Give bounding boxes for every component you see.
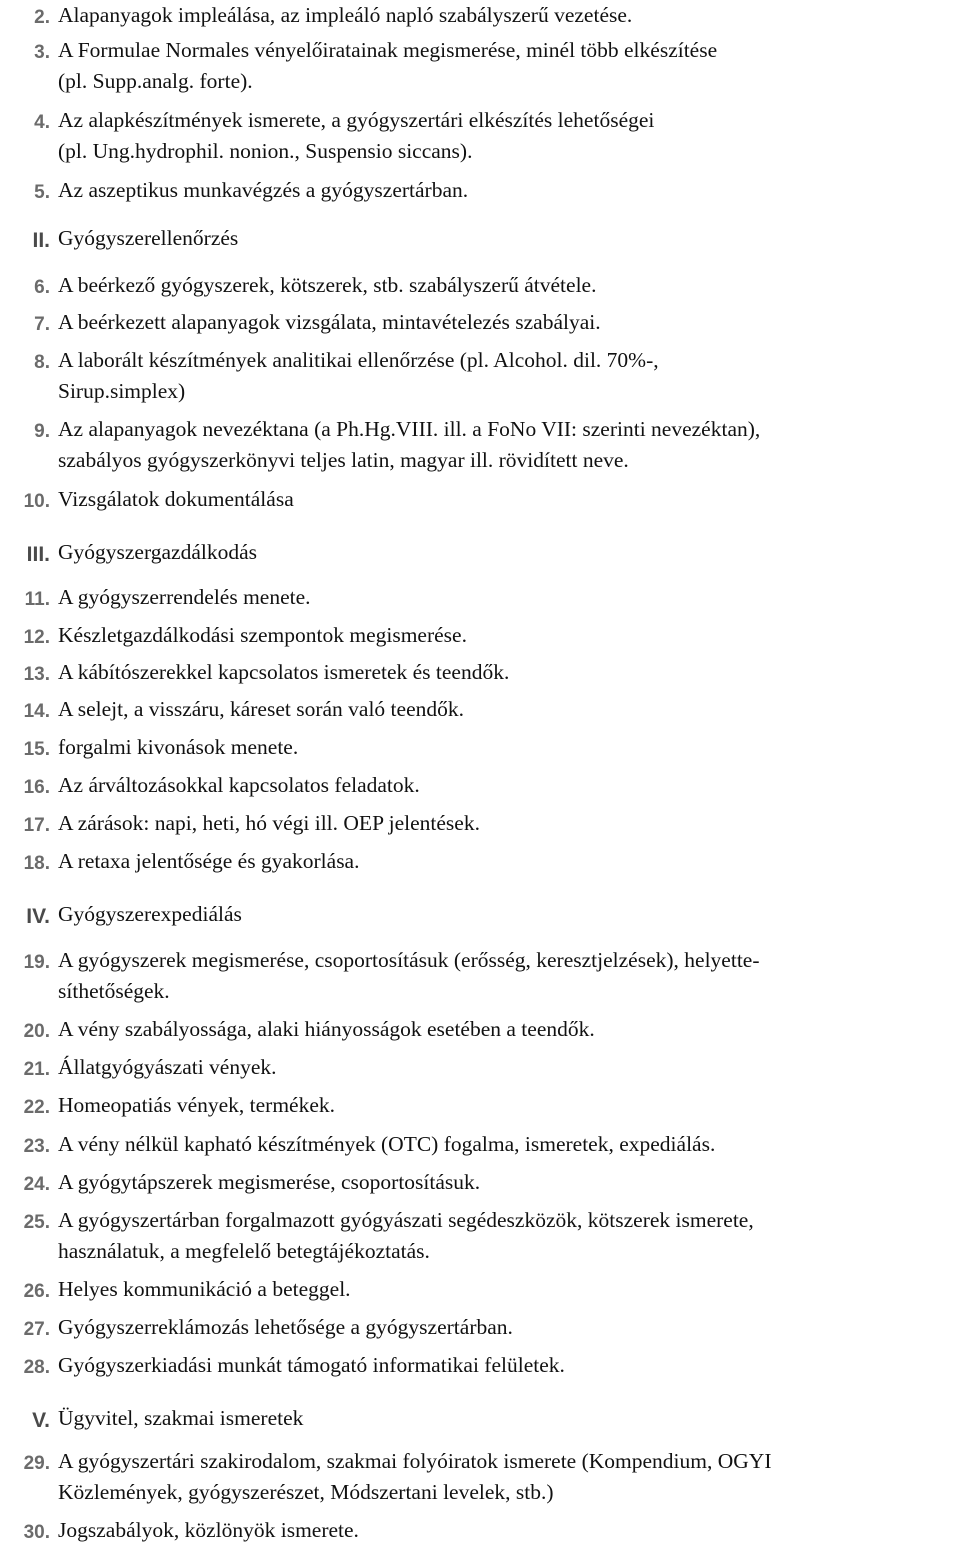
item-number: 19. <box>23 952 50 973</box>
list-item <box>0 175 960 208</box>
section-number: V. <box>32 1409 50 1432</box>
item-number: 22. <box>23 1097 50 1118</box>
item-number: 13. <box>23 664 50 685</box>
section-title <box>58 899 956 930</box>
item-number: 6. <box>34 277 50 298</box>
text-line: A gyógyszertárban forgalmazott gyógyászati segédeszközök, kötszerek ismerete, <box>58 1208 754 1232</box>
text-line: Az alapkészítmények ismerete, a gyógyszertári elkészítés lehetőségei <box>58 108 655 132</box>
text-line: A laborált készítmények analitikai ellenőrzése (pl. Alcohol. dil. 70%-, <box>58 348 659 372</box>
text-line: A retaxa jelentősége és gyakorlása. <box>58 849 360 873</box>
text-line: Az aszeptikus munkavégzés a gyógyszertárban. <box>58 178 469 202</box>
text-line: Közlemények, gyógyszerészet, Módszertani levelek, stb.) <box>58 1480 554 1504</box>
item-text <box>58 414 956 476</box>
section-heading <box>0 1403 960 1436</box>
list-item <box>0 1515 960 1548</box>
text-line: síthetőségek. <box>58 979 170 1003</box>
item-number: 3. <box>34 42 50 63</box>
item-number: 25. <box>23 1212 50 1233</box>
list-item <box>0 770 960 803</box>
item-number: 8. <box>34 352 50 373</box>
text-line: A Formulae Normales vényelőiratainak megismerése, minél több elkészítése <box>58 38 718 62</box>
item-text <box>58 770 956 801</box>
item-text <box>58 846 956 877</box>
section-title <box>58 223 956 254</box>
item-text <box>58 1312 956 1343</box>
text-line: A kábítószerekkel kapcsolatos ismeretek és teendők. <box>58 660 510 684</box>
item-text <box>58 1350 956 1381</box>
item-text <box>58 582 956 613</box>
section-number: IV. <box>26 905 50 928</box>
text-line: Készletgazdálkodási szempontok megismerése. <box>58 623 467 647</box>
list-item <box>0 732 960 765</box>
text-line: Az árváltozásokkal kapcsolatos feladatok. <box>58 773 420 797</box>
list-item <box>0 1052 960 1085</box>
text-line: Alapanyagok impleálása, az impleáló napló szabályszerű vezetése. <box>58 3 633 27</box>
text-line: Gyógyszergazdálkodás <box>58 540 258 564</box>
item-number: 10. <box>23 491 50 512</box>
item-text <box>58 732 956 763</box>
item-number: 12. <box>23 627 50 648</box>
text-line: Vizsgálatok dokumentálása <box>58 487 294 511</box>
item-number: 2. <box>34 7 50 28</box>
list-item <box>0 1205 960 1267</box>
list-item <box>0 1090 960 1123</box>
item-number: 29. <box>23 1453 50 1474</box>
text-line: A vény szabályossága, alaki hiányosságok esetében a teendők. <box>58 1017 595 1041</box>
list-item <box>0 1014 960 1047</box>
item-text <box>58 808 956 839</box>
text-line: A beérkező gyógyszerek, kötszerek, stb. szabályszerű átvétele. <box>58 273 597 297</box>
text-line: A vény nélkül kapható készítmények (OTC) fogalma, ismeretek, expediálás. <box>58 1132 716 1156</box>
list-item <box>0 345 960 407</box>
item-text <box>58 345 956 407</box>
item-text <box>58 1090 956 1121</box>
item-text <box>58 945 956 1007</box>
item-number: 30. <box>23 1522 50 1543</box>
item-text <box>58 105 956 167</box>
item-text <box>58 620 956 651</box>
text-line: Gyógyszerreklámozás lehetősége a gyógyszertárban. <box>58 1315 513 1339</box>
item-text <box>58 1205 956 1267</box>
item-text <box>58 484 956 515</box>
list-item <box>0 1167 960 1200</box>
list-item <box>0 270 960 303</box>
item-text <box>58 1167 956 1198</box>
item-number: 9. <box>34 421 50 442</box>
item-number: 17. <box>23 815 50 836</box>
item-text <box>58 175 956 206</box>
text-line: Helyes kommunikáció a beteggel. <box>58 1277 351 1301</box>
text-line: Jogszabályok, közlönyök ismerete. <box>58 1518 359 1542</box>
item-text <box>58 1129 956 1160</box>
text-line: A gyógytápszerek megismerése, csoportosításuk. <box>58 1170 481 1194</box>
list-item <box>0 307 960 340</box>
text-line: szabályos gyógyszerkönyvi teljes latin, magyar ill. rövidített neve. <box>58 448 629 472</box>
section-heading <box>0 899 960 932</box>
list-item <box>0 35 960 97</box>
text-line: A gyógyszerrendelés menete. <box>58 585 311 609</box>
section-title <box>58 1403 956 1434</box>
text-line: Gyógyszerexpediálás <box>58 902 242 926</box>
list-item <box>0 1129 960 1162</box>
list-item <box>0 945 960 1007</box>
text-line: (pl. Supp.analg. forte). <box>58 69 253 93</box>
section-heading <box>0 537 960 570</box>
list-item <box>0 657 960 690</box>
text-line: A beérkezett alapanyagok vizsgálata, mintavételezés szabályai. <box>58 310 601 334</box>
item-text <box>58 1274 956 1305</box>
item-number: 18. <box>23 853 50 874</box>
section-title <box>58 537 956 568</box>
text-line: Ügyvitel, szakmai ismeretek <box>58 1406 304 1430</box>
item-text <box>58 1515 956 1546</box>
list-item <box>0 1274 960 1307</box>
list-item <box>0 1350 960 1383</box>
text-line: forgalmi kivonások menete. <box>58 735 299 759</box>
item-number: 26. <box>23 1281 50 1302</box>
list-item <box>0 105 960 167</box>
item-number: 16. <box>23 777 50 798</box>
text-line: A gyógyszertári szakirodalom, szakmai folyóiratok ismerete (Kompendium, OGYI <box>58 1449 772 1473</box>
text-line: A selejt, a visszáru, káreset során való teendők. <box>58 697 464 721</box>
item-text <box>58 270 956 301</box>
list-item <box>0 808 960 841</box>
text-line: Állatgyógyászati vények. <box>58 1055 277 1079</box>
item-text <box>58 0 956 31</box>
list-item <box>0 484 960 517</box>
section-number: II. <box>32 229 50 252</box>
list-item <box>0 846 960 879</box>
text-line: (pl. Ung.hydrophil. nonion., Suspensio siccans). <box>58 139 473 163</box>
text-line: Gyógyszerellenőrzés <box>58 226 239 250</box>
item-text <box>58 694 956 725</box>
text-line: A gyógyszerek megismerése, csoportosításuk (erősség, keresztjelzések), helyette- <box>58 948 760 972</box>
item-text <box>58 657 956 688</box>
section-heading <box>0 223 960 256</box>
list-item <box>0 620 960 653</box>
list-item <box>0 414 960 476</box>
list-item <box>0 582 960 615</box>
item-number: 15. <box>23 739 50 760</box>
item-text <box>58 1052 956 1083</box>
item-number: 5. <box>34 182 50 203</box>
item-text <box>58 1446 956 1508</box>
text-line: Az alapanyagok nevezéktana (a Ph.Hg.VIII. ill. a FoNo VII: szerinti nevezéktan), <box>58 417 761 441</box>
text-line: Sirup.simplex) <box>58 379 186 403</box>
list-item <box>0 694 960 727</box>
item-number: 21. <box>23 1059 50 1080</box>
list-item <box>0 1312 960 1345</box>
text-line: Gyógyszerkiadási munkát támogató informatikai felületek. <box>58 1353 565 1377</box>
item-number: 28. <box>23 1357 50 1378</box>
item-text <box>58 1014 956 1045</box>
text-line: használatuk, a megfelelő betegtájékoztatás. <box>58 1239 430 1263</box>
item-number: 14. <box>23 701 50 722</box>
list-item <box>0 0 960 33</box>
section-number: III. <box>26 543 50 566</box>
item-text <box>58 35 956 97</box>
item-number: 24. <box>23 1174 50 1195</box>
item-number: 7. <box>34 314 50 335</box>
list-item <box>0 1446 960 1508</box>
item-number: 20. <box>23 1021 50 1042</box>
text-line: Homeopatiás vények, termékek. <box>58 1093 336 1117</box>
item-number: 27. <box>23 1319 50 1340</box>
item-number: 23. <box>23 1136 50 1157</box>
item-number: 11. <box>24 589 50 610</box>
text-line: A zárások: napi, heti, hó végi ill. OEP jelentések. <box>58 811 480 835</box>
item-number: 4. <box>34 112 50 133</box>
item-text <box>58 307 956 338</box>
